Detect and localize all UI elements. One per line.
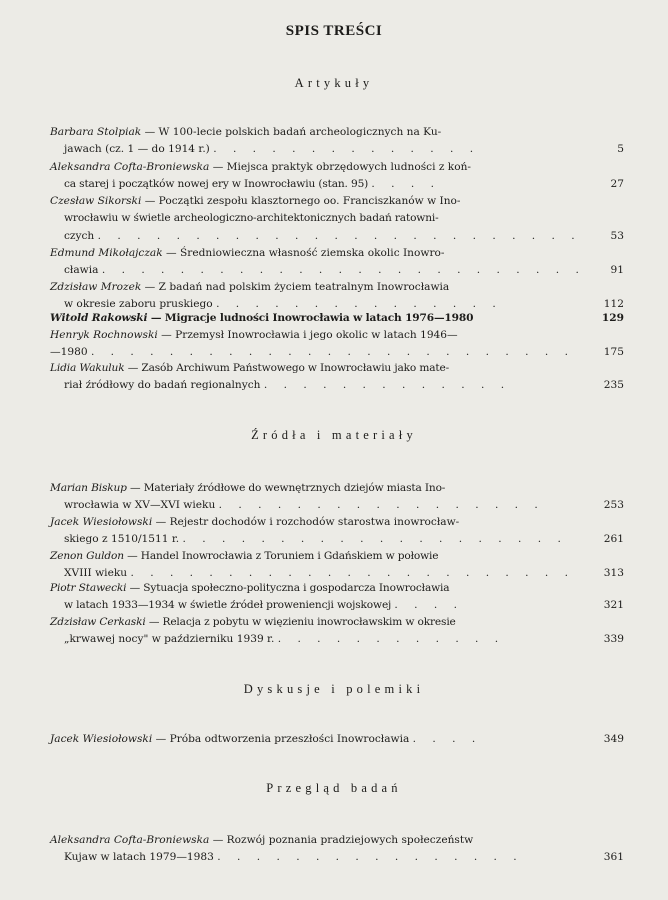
entry-author: Aleksandra Cofta-Broniewska bbox=[50, 834, 210, 846]
page-number: 261 bbox=[603, 533, 624, 546]
entry-author: Witold Rakowski bbox=[50, 312, 148, 324]
entry-title-line: czych bbox=[64, 229, 95, 242]
entry-title-line: — Relacja z pobytu w więzieniu inowrocławskim w okresie bbox=[145, 616, 456, 628]
entry-title-line: ca starej i początków nowej ery w Inowrocławiu (stan. 95) bbox=[64, 178, 369, 191]
entry-author: Czesław Sikorski bbox=[50, 195, 142, 207]
dot-leader: . . . . . . . . . . . . . . . . . . . . . . . . . bbox=[97, 229, 582, 242]
entry-author: Zenon Guldon bbox=[50, 550, 124, 562]
toc-entry bbox=[50, 480, 624, 515]
dot-leader: . . . . . . . . . . . . . . . . . bbox=[218, 499, 545, 512]
page-number: 349 bbox=[603, 733, 624, 745]
page-number: 361 bbox=[603, 851, 624, 864]
toc-entry bbox=[50, 279, 624, 314]
dot-leader: . . . . . . . . . . . . . . bbox=[213, 143, 480, 156]
entry-author: Barbara Stolpiak bbox=[50, 126, 142, 138]
toc-entry bbox=[50, 159, 624, 194]
dot-leader: . . . . bbox=[371, 178, 441, 191]
entry-title-line: — Miejsca praktyk obrzędowych ludności z koń- bbox=[209, 161, 472, 173]
entry-author: Edmund Mikołajczak bbox=[50, 247, 163, 259]
entry-title-line: — Rozwój poznania pradziejowych społeczeństw bbox=[209, 834, 474, 846]
entry-title-line: — Średniowieczna własność ziemska okolic Inowro- bbox=[162, 247, 445, 259]
page-number: 339 bbox=[603, 633, 624, 646]
toc-entry bbox=[50, 580, 624, 615]
entry-title-line: wrocławia w XV—XVI wieku bbox=[64, 499, 216, 512]
toc-entry bbox=[50, 360, 624, 395]
toc-entry bbox=[50, 327, 624, 362]
toc-entry bbox=[50, 731, 624, 748]
page-number: 53 bbox=[610, 229, 624, 242]
page-number: 313 bbox=[603, 567, 624, 580]
entry-title-line: w latach 1933—1934 w świetle źródeł proweniencji wojskowej bbox=[64, 599, 392, 612]
entry-title-line: — W 100-lecie polskich badań archeologicznych na Ku- bbox=[141, 126, 442, 138]
entry-author: Lidia Wakuluk bbox=[50, 362, 125, 374]
dot-leader: . . . . . . . . . . . . bbox=[277, 633, 505, 646]
entry-title-line: skiego z 1510/1511 r. bbox=[64, 533, 180, 546]
entry-title-line: — Materiały źródłowe do wewnętrznych dziejów miasta Ino- bbox=[126, 482, 446, 494]
dot-leader: . . . . bbox=[394, 599, 464, 612]
entry-title-line: — Próba odtworzenia przeszłości Inowrocławia bbox=[152, 733, 410, 745]
page-number: 129 bbox=[601, 312, 624, 324]
toc-entry bbox=[50, 548, 624, 583]
entry-title-line: — Migracje ludności Inowrocławia w latach 1976—1980 bbox=[147, 312, 474, 324]
dot-leader: . . . . bbox=[412, 733, 482, 745]
entry-title-line: riał źródłowy do badań regionalnych bbox=[64, 379, 261, 392]
toc-entry bbox=[50, 514, 624, 549]
entry-title-line: — Zasób Archiwum Państwowego w Inowrocławiu jako mate- bbox=[124, 362, 450, 374]
entry-author: Jacek Wiesiołowski bbox=[50, 733, 153, 745]
toc-entry bbox=[50, 193, 624, 245]
entry-title-line: „krwawej nocy" w październiku 1939 r. bbox=[64, 633, 275, 646]
entry-author: Henryk Rochnowski bbox=[50, 329, 158, 341]
page-title: SPIS TREŚCI bbox=[285, 23, 383, 39]
page-number: 175 bbox=[603, 346, 624, 359]
entry-title-line: — Rejestr dochodów i rozchodów starostwa inowrocław- bbox=[152, 516, 460, 528]
entry-title-line: — Początki zespołu klasztornego oo. Franciszkanów w Ino- bbox=[141, 195, 461, 207]
entry-author: Marian Biskup bbox=[50, 482, 127, 494]
toc-entry bbox=[50, 124, 624, 159]
entry-author: Aleksandra Cofta-Broniewska bbox=[50, 161, 210, 173]
entry-author: Zdzisław Cerkaski bbox=[50, 616, 146, 628]
entry-title-line: wrocławiu w świetle archeologiczno-architektonicznych badań ratowni- bbox=[64, 212, 439, 225]
section-heading-artykuly: Artykuły bbox=[294, 76, 374, 90]
page-number: 112 bbox=[603, 298, 624, 311]
entry-title-line: Kujaw w latach 1979—1983 bbox=[64, 851, 214, 864]
page-number: 253 bbox=[603, 499, 624, 512]
dot-leader: . . . . . . . . . . . . . . . . . . . . bbox=[182, 533, 568, 546]
entry-title-line: cławia bbox=[64, 264, 99, 277]
page-number: 235 bbox=[603, 379, 624, 392]
entry-title-line: — Przemysł Inowrocławia i jego okolic w latach 1946— bbox=[157, 329, 458, 341]
toc-entry bbox=[50, 310, 624, 327]
page-number: 91 bbox=[610, 264, 624, 277]
dot-leader: . . . . . . . . . . . . . . . bbox=[216, 298, 503, 311]
dot-leader: . . . . . . . . . . . . . bbox=[263, 379, 511, 392]
page-number: 5 bbox=[617, 143, 624, 156]
toc-entry bbox=[50, 245, 624, 280]
entry-title-line: — Z badań nad polskim życiem teatralnym Inowrocławia bbox=[141, 281, 450, 293]
section-heading-zrodla: Źródła i materiały bbox=[251, 428, 417, 442]
section-heading-dyskusje: Dyskusje i polemiki bbox=[243, 682, 425, 696]
entry-author: Jacek Wiesiołowski bbox=[50, 516, 153, 528]
dot-leader: . . . . . . . . . . . . . . . . . . . . . . . bbox=[130, 567, 575, 580]
entry-title-line: jawach (cz. 1 — do 1914 r.) bbox=[64, 143, 210, 156]
page-number: 27 bbox=[610, 178, 624, 191]
section-heading-przeglad: Przegląd badań bbox=[266, 781, 402, 795]
entry-title-line: —1980 bbox=[50, 346, 88, 359]
toc-entry bbox=[50, 614, 624, 649]
dot-leader: . . . . . . . . . . . . . . . . . . . . . . . . . bbox=[90, 346, 575, 359]
entry-title-line: — Sytuacja społeczno-polityczna i gospodarcza Inowrocławia bbox=[126, 582, 450, 594]
dot-leader: . . . . . . . . . . . . . . . . bbox=[217, 851, 524, 864]
entry-author: Piotr Stawecki bbox=[50, 582, 127, 594]
entry-title-line: XVIII wieku bbox=[64, 567, 128, 580]
toc-entry bbox=[50, 832, 624, 867]
entry-author: Zdzisław Mrozek bbox=[50, 281, 142, 293]
page-number: 321 bbox=[603, 599, 624, 612]
dot-leader: . . . . . . . . . . . . . . . . . . . . . . . . . bbox=[101, 264, 586, 277]
entry-title-line: — Handel Inowrocławia z Toruniem i Gdańskiem w połowie bbox=[123, 550, 439, 562]
entry-title-line: w okresie zaboru pruskiego bbox=[64, 298, 213, 311]
